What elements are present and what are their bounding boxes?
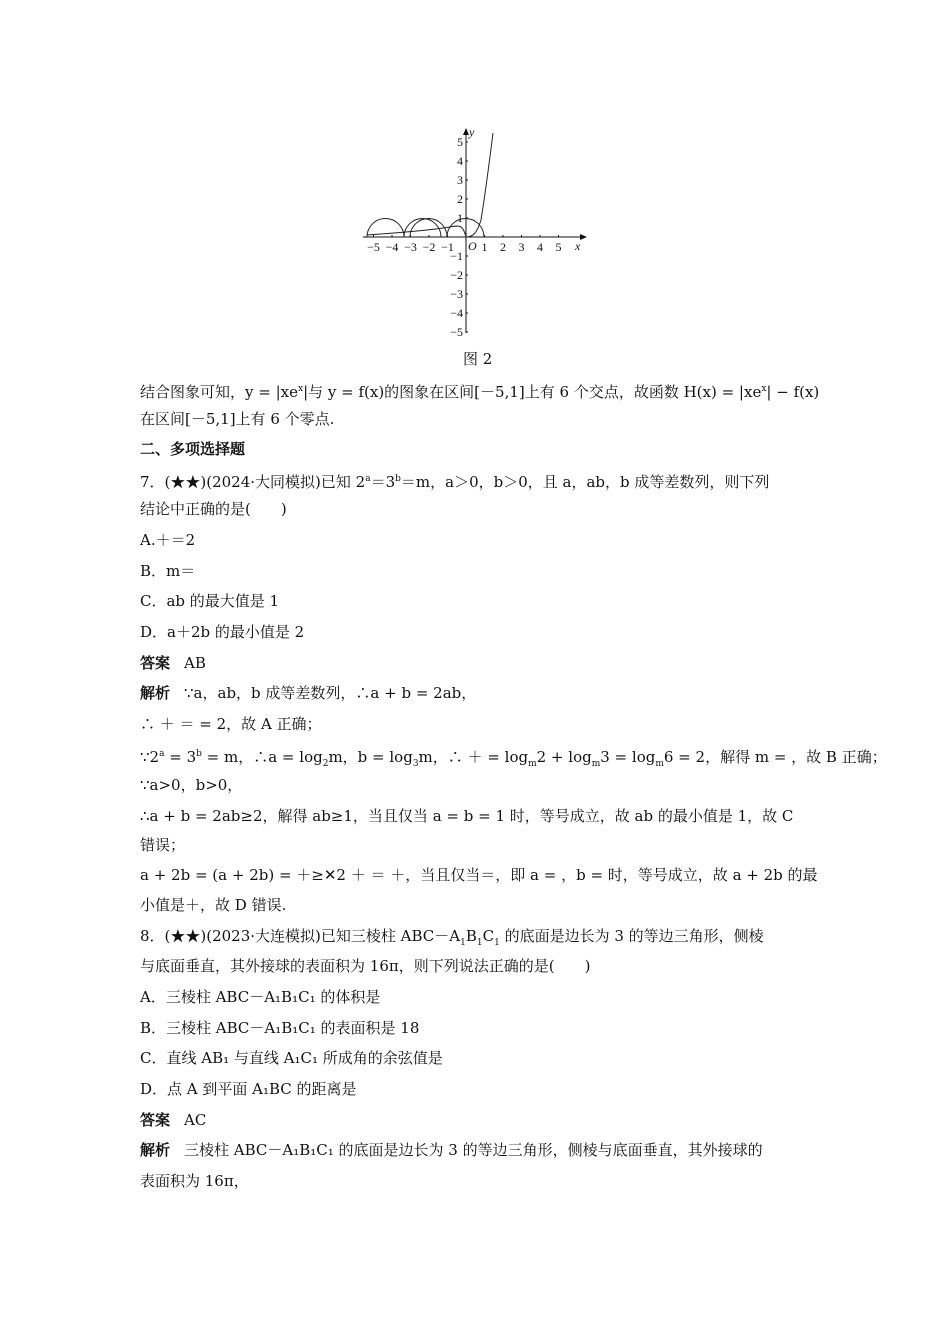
- y-tick-label: 2: [457, 192, 463, 206]
- text-span: ＝3: [370, 473, 396, 491]
- q7-solution-1: [140, 683, 476, 703]
- text-span: ∵a，ab，b 成等差数列，∴a + b = 2ab，: [184, 684, 477, 702]
- superscript: a: [159, 749, 165, 759]
- text-span: m，b = log: [328, 748, 413, 766]
- x-tick-label: −1: [441, 240, 454, 254]
- text-span: ＝m，a＞0，b＞0，且 a，ab，b 成等差数列，则下列: [400, 473, 770, 491]
- superscript: b: [395, 474, 401, 484]
- question-8-stem-cont: 与底面垂直，其外接球的表面积为 16π，则下列说法正确的是( ): [140, 957, 591, 975]
- solution-label: 解析: [140, 684, 171, 702]
- x-tick-label: −3: [404, 240, 417, 254]
- origin-label: O: [468, 239, 477, 253]
- question-7-stem: [140, 469, 769, 492]
- q7-option-d: D．a＋2b 的最小值是 2: [140, 623, 305, 641]
- q7-solution-3: [140, 744, 887, 774]
- text-span: m，∴ ＋ = log: [418, 748, 529, 766]
- superscript: x: [297, 384, 304, 394]
- curve-abs-xex: [367, 133, 493, 237]
- x-tick-label: −4: [385, 240, 399, 254]
- function-graph: [355, 125, 595, 345]
- text-span: B: [465, 927, 477, 945]
- q8-option-b: B．三棱柱 ABC－A₁B₁C₁ 的表面积是 18: [140, 1019, 420, 1037]
- x-tick-label: 1: [481, 240, 488, 254]
- text-span: 6 = 2，解得 m = ，故 B 正确；: [663, 748, 887, 766]
- arc-2: [404, 219, 441, 238]
- q7-solution-7: a + 2b = (a + 2b) = ＋≥✕2 ＋ ＝ ＋，当且仅当＝，即 a = ，b = 时，等号成立，故 a + 2b 的最: [140, 866, 818, 884]
- y-tick-label: −2: [450, 268, 463, 282]
- question-7-stem-cont: 结论中正确的是( ): [140, 500, 287, 518]
- x-tick-label: 4: [537, 240, 543, 254]
- q8-option-a: A．三棱柱 ABC－A₁B₁C₁ 的体积是: [140, 988, 381, 1006]
- text-span: = 3: [164, 748, 197, 766]
- y-tick-label: 1: [457, 211, 463, 225]
- subscript: 3: [412, 759, 419, 769]
- q7-option-a: A.＋＝2: [140, 531, 196, 549]
- q8-solution-1: [140, 1140, 763, 1160]
- answer-label: 答案: [140, 1111, 171, 1129]
- text-span: 2 + log: [536, 748, 592, 766]
- y-tick-label: −5: [450, 325, 463, 339]
- y-tick-label: 3: [457, 173, 463, 187]
- text-span: | − f(x): [766, 383, 820, 401]
- q7-solution-8: 小值是＋，故 D 错误.: [140, 896, 287, 914]
- subscript: 2: [322, 759, 329, 769]
- q8-answer: [140, 1110, 206, 1130]
- text-span: 的底面是边长为 3 的等边三角形，侧棱: [499, 927, 764, 945]
- y-axis-label: y: [469, 125, 475, 139]
- text-span: 7．(★★)(2024·大同模拟)已知 2: [140, 473, 366, 491]
- answer-value: AC: [184, 1111, 207, 1129]
- y-tick-label: −1: [450, 249, 463, 263]
- subscript: 1: [476, 938, 483, 948]
- x-axis-arrow: [580, 234, 587, 240]
- x-ticks: [367, 235, 561, 254]
- q8-option-c: C．直线 AB₁ 与直线 A₁C₁ 所成角的余弦值是: [140, 1049, 443, 1067]
- subscript: 1: [460, 938, 466, 948]
- subscript: m: [591, 759, 601, 769]
- text-line-1: [140, 379, 819, 402]
- subscript: m: [528, 759, 537, 769]
- y-tick-label: −3: [450, 287, 463, 301]
- x-tick-label: 5: [555, 240, 562, 254]
- q8-option-d: D．点 A 到平面 A₁BC 的距离是: [140, 1080, 357, 1098]
- solution-label: 解析: [140, 1141, 171, 1159]
- question-8-stem: [140, 926, 764, 953]
- text-span: |与 y = f(x)的图象在区间[－5,1]上有 6 个交点，故函数 H(x) = |xe: [303, 383, 762, 401]
- x-tick-label: −5: [367, 240, 380, 254]
- q7-solution-2: ∴ ＋ ＝ = 2，故 A 正确；: [140, 715, 322, 733]
- y-tick-label: 5: [457, 135, 463, 149]
- x-axis-label: x: [575, 239, 581, 253]
- superscript: x: [761, 384, 767, 394]
- y-tick-label: 4: [457, 154, 463, 168]
- text-line-2: 在区间[－5,1]上有 6 个零点.: [140, 410, 335, 428]
- text-span: C: [482, 927, 495, 945]
- text-span: 8．(★★)(2023·大连模拟)已知三棱柱 ABC－A: [140, 927, 461, 945]
- superscript: b: [196, 749, 202, 759]
- text-span: 3 = log: [600, 748, 656, 766]
- y-tick-label: −4: [450, 306, 463, 320]
- q7-option-c: C．ab 的最大值是 1: [140, 592, 280, 610]
- q7-solution-4: ∵a>0，b>0，: [140, 776, 243, 794]
- x-tick-label: 3: [518, 240, 525, 254]
- text-span: ∵2: [140, 748, 160, 766]
- subscript: m: [655, 759, 664, 769]
- q8-solution-2: 表面积为 16π，: [140, 1172, 249, 1190]
- x-tick-label: −2: [422, 240, 436, 254]
- q7-option-b: B．m＝: [140, 562, 196, 580]
- q7-answer: [140, 653, 206, 673]
- answer-value: AB: [184, 654, 206, 672]
- q7-solution-6: 错误；: [140, 836, 186, 854]
- text-span: 结合图象可知，y = |xe: [140, 383, 298, 401]
- x-tick-label: 2: [500, 240, 506, 254]
- figure-caption: 图 2: [463, 350, 493, 368]
- answer-label: 答案: [140, 654, 171, 672]
- text-span: = m，∴a = log: [201, 748, 323, 766]
- superscript: a: [365, 474, 371, 484]
- section-heading: 二、多项选择题: [140, 440, 246, 458]
- text-span: 三棱柱 ABC－A₁B₁C₁ 的底面是边长为 3 的等边三角形，侧棱与底面垂直，其外接球的: [184, 1141, 763, 1159]
- q7-solution-5: ∴a + b = 2ab≥2，解得 ab≥1，当且仅当 a = b = 1 时，等号成立，故 ab 的最小值是 1，故 C: [140, 807, 794, 825]
- subscript: 1: [494, 938, 500, 948]
